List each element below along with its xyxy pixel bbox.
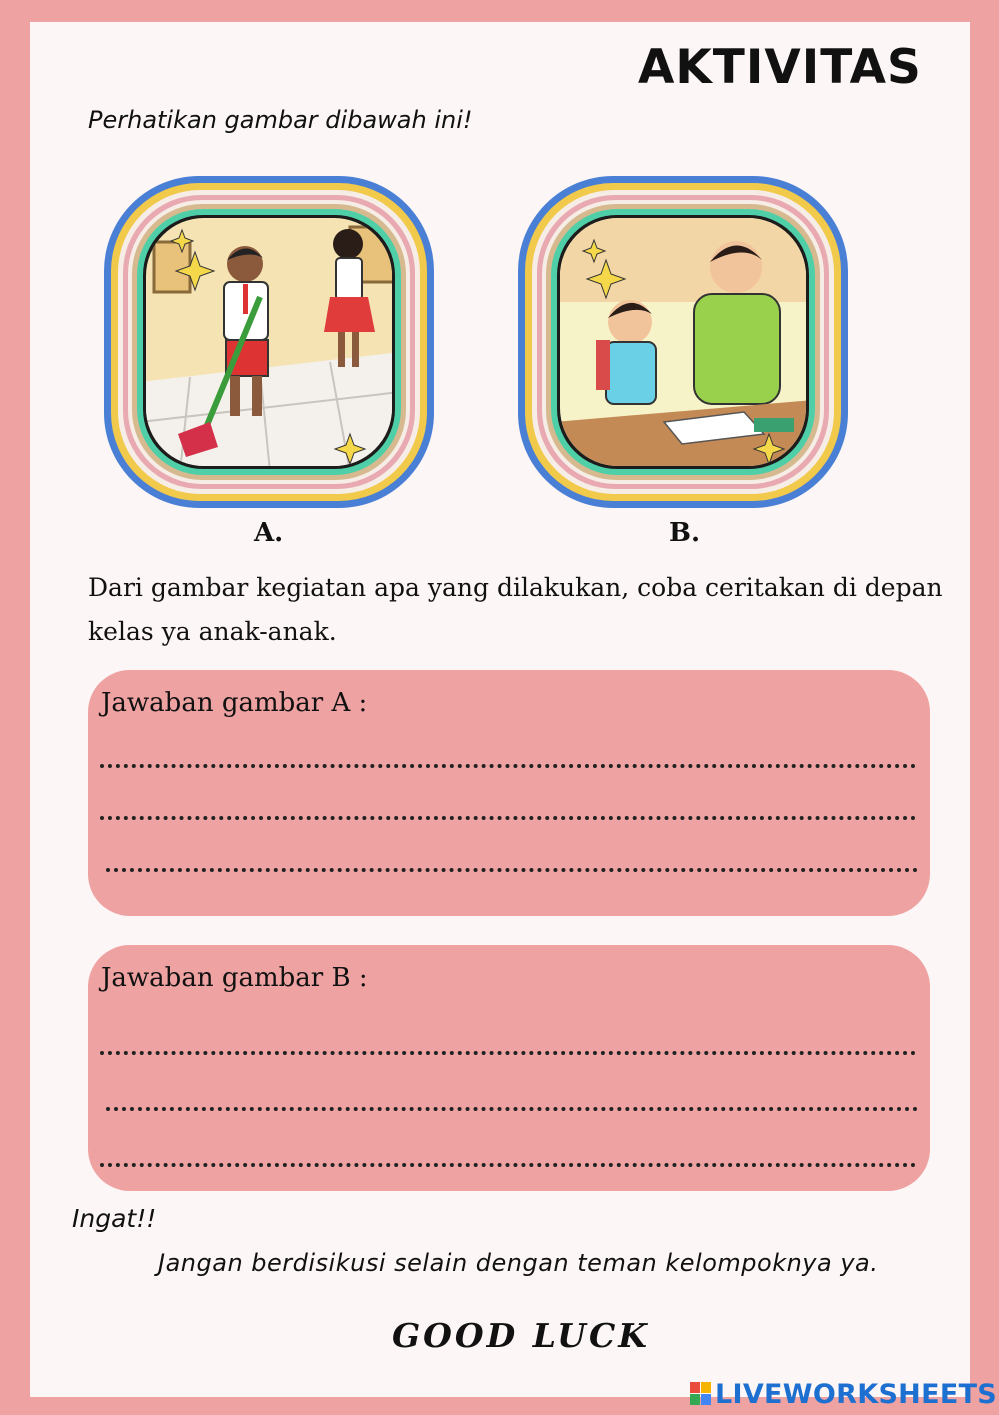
good-luck-text: GOOD LUCK xyxy=(392,1316,650,1355)
answer-box-a xyxy=(88,670,930,916)
answer-line-b-1[interactable] xyxy=(100,1045,916,1055)
reminder-heading: Ingat!! xyxy=(72,1204,157,1233)
liveworksheets-logo-icon xyxy=(690,1382,712,1406)
page-title: AKTIVITAS xyxy=(638,40,922,95)
question-text: Dari gambar kegiatan apa yang dilakukan, coba ceritakan di depan kelas ya anak-anak. xyxy=(88,573,943,646)
answer-title-a: Jawaban gambar A : xyxy=(101,688,368,718)
picture-b-label: B. xyxy=(669,518,701,548)
answer-line-b-3[interactable] xyxy=(100,1157,916,1167)
answer-line-a-2[interactable] xyxy=(100,810,916,820)
answer-title-b: Jawaban gambar B : xyxy=(101,963,368,993)
brand-text: LIVEWORKSHEETS xyxy=(715,1378,998,1410)
answer-box-b xyxy=(88,945,930,1191)
liveworksheets-brand xyxy=(690,1376,997,1412)
picture-a xyxy=(100,172,438,512)
reminder-text: Jangan berdisikusi selain dengan teman kelompoknya ya. xyxy=(158,1249,879,1277)
answer-line-a-1[interactable] xyxy=(100,758,916,768)
studying-scene xyxy=(554,212,814,472)
cleaning-scene xyxy=(140,212,400,472)
picture-b xyxy=(514,172,852,512)
picture-a-label: A. xyxy=(254,518,284,548)
answer-line-a-3[interactable] xyxy=(106,862,918,872)
instruction-text: Perhatikan gambar dibawah ini! xyxy=(88,106,473,134)
answer-line-b-2[interactable] xyxy=(106,1101,918,1111)
